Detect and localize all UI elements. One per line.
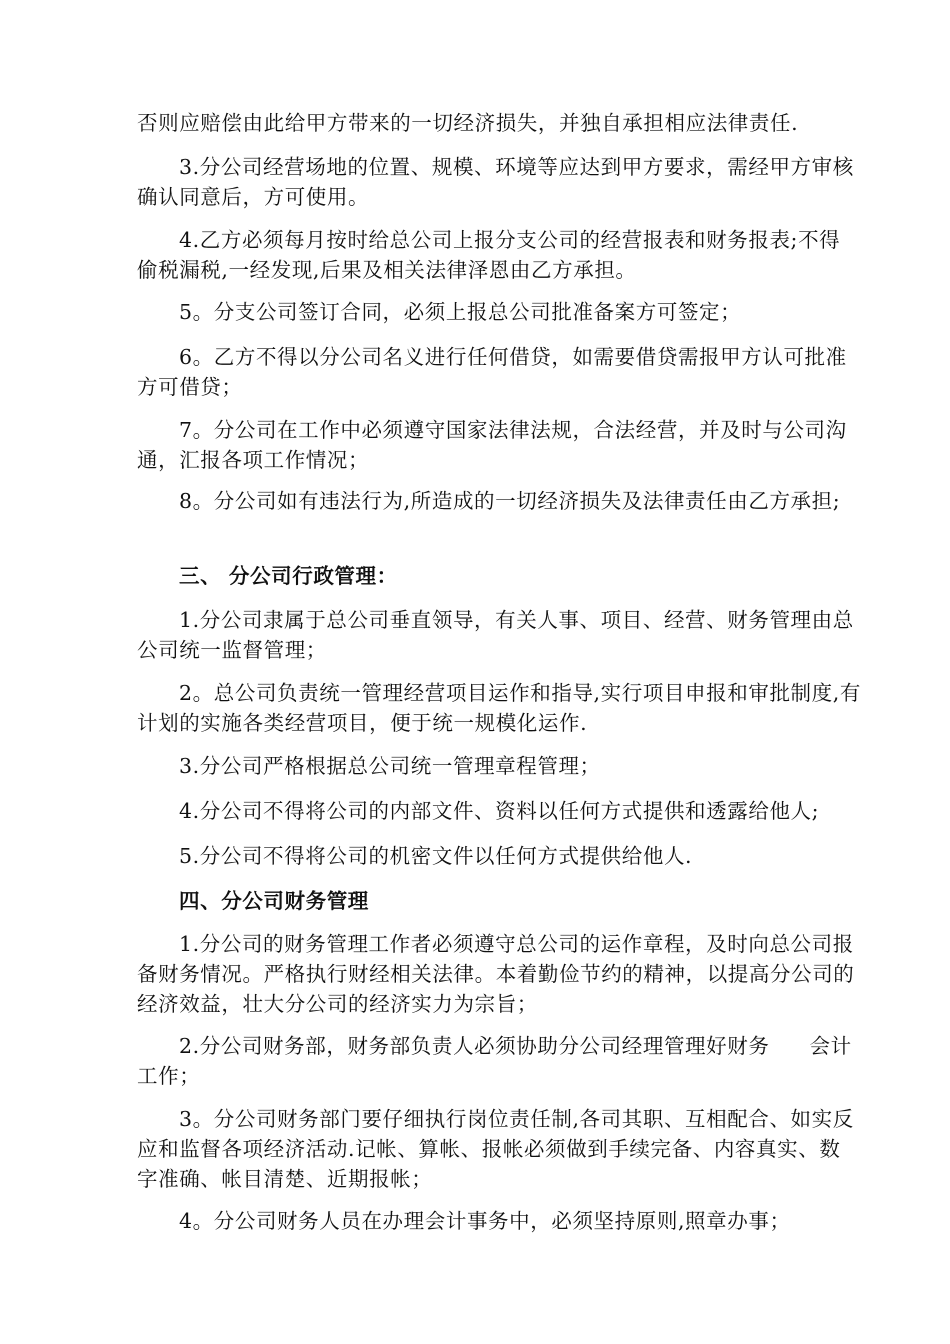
paragraph-item-8 [137, 486, 861, 516]
paragraph-text: 8。分公司如有违法行为,所造成的一切经济损失及法律责任由乙方承担; [179, 489, 841, 513]
paragraph-text: 4。分公司财务人员在办理会计事务中，必须坚持原则,照章办事； [179, 1209, 791, 1233]
paragraph-admin-4 [137, 796, 861, 826]
paragraph-admin-5 [137, 841, 861, 871]
section-heading-4 [137, 886, 861, 916]
heading-text: 四、分公司财务管理 [179, 889, 369, 913]
paragraph-text: 5.分公司不得将公司的机密文件以任何方式提供给他人. [179, 844, 693, 868]
paragraph-item-7 [137, 415, 861, 475]
paragraph-item-4 [137, 225, 861, 285]
paragraph-text: 4.乙方必须每月按时给总公司上报分支公司的经营报表和财务报表;不得偷税漏税,一经发现,后果及相关法律泽恩由乙方承担。 [137, 228, 841, 282]
paragraph-text: 3.分公司严格根据总公司统一管理章程管理； [179, 754, 601, 778]
paragraph-text: 1.分公司隶属于总公司垂直领导，有关人事、项目、经营、财务管理由总公司统一监督管理； [137, 608, 854, 662]
paragraph-text: 会计 [809, 1034, 852, 1058]
heading-text: 三、 分公司行政管理： [179, 564, 398, 588]
paragraph-text: 否则应赔偿由此给甲方带来的一切经济损失，并独自承担相应法律责任. [137, 111, 799, 135]
paragraph-finance-2 [137, 1031, 861, 1091]
paragraph-text: 3。分公司财务部门要仔细执行岗位责任制,各司其职、互相配合、如实反应和监督各项经济活动.记帐、算帐、报帐必须做到手续完备、内容真实、数字准确、帐目清楚、近期报帐； [137, 1107, 854, 1191]
paragraph-text: 7。分公司在工作中必须遵守国家法律法规，合法经营，并及时与公司沟通，汇报各项工作情况； [137, 418, 847, 472]
paragraph-finance-3 [137, 1104, 861, 1194]
paragraph-continuation [137, 108, 861, 138]
paragraph-admin-2 [137, 678, 861, 738]
section-heading-3 [137, 561, 861, 591]
paragraph-admin-1 [137, 605, 861, 665]
paragraph-finance-1 [137, 929, 861, 1019]
paragraph-item-5 [137, 297, 861, 327]
paragraph-item-6 [137, 342, 861, 402]
paragraph-text: 2。总公司负责统一管理经营项目运作和指导,实行项目申报和审批制度,有计划的实施各类经营项目，便于统一规模化运作. [137, 681, 861, 735]
paragraph-item-3 [137, 152, 861, 212]
paragraph-finance-4 [137, 1206, 861, 1236]
paragraph-text: 2.分公司财务部，财务部负责人必须协助分公司经理管理好财务 [179, 1034, 770, 1058]
paragraph-text: 4.分公司不得将公司的内部文件、资料以任何方式提供和透露给他人; [179, 799, 820, 823]
paragraph-text: 工作； [137, 1064, 201, 1088]
paragraph-admin-3 [137, 751, 861, 781]
paragraph-text: 1.分公司的财务管理工作者必须遵守总公司的运作章程，及时向总公司报备财务情况。严格执行财经相关法律。本着勤俭节约的精神，以提高分公司的经济效益，壮大分公司的经济实力为宗旨； [137, 932, 855, 1016]
paragraph-text: 3.分公司经营场地的位置、规模、环境等应达到甲方要求，需经甲方审核确认同意后，方可使用。 [137, 155, 854, 209]
paragraph-text: 6。乙方不得以分公司名义进行任何借贷，如需要借贷需报甲方认可批准方可借贷； [137, 345, 847, 399]
paragraph-text: 5。分支公司签订合同，必须上报总公司批准备案方可签定； [179, 300, 742, 324]
